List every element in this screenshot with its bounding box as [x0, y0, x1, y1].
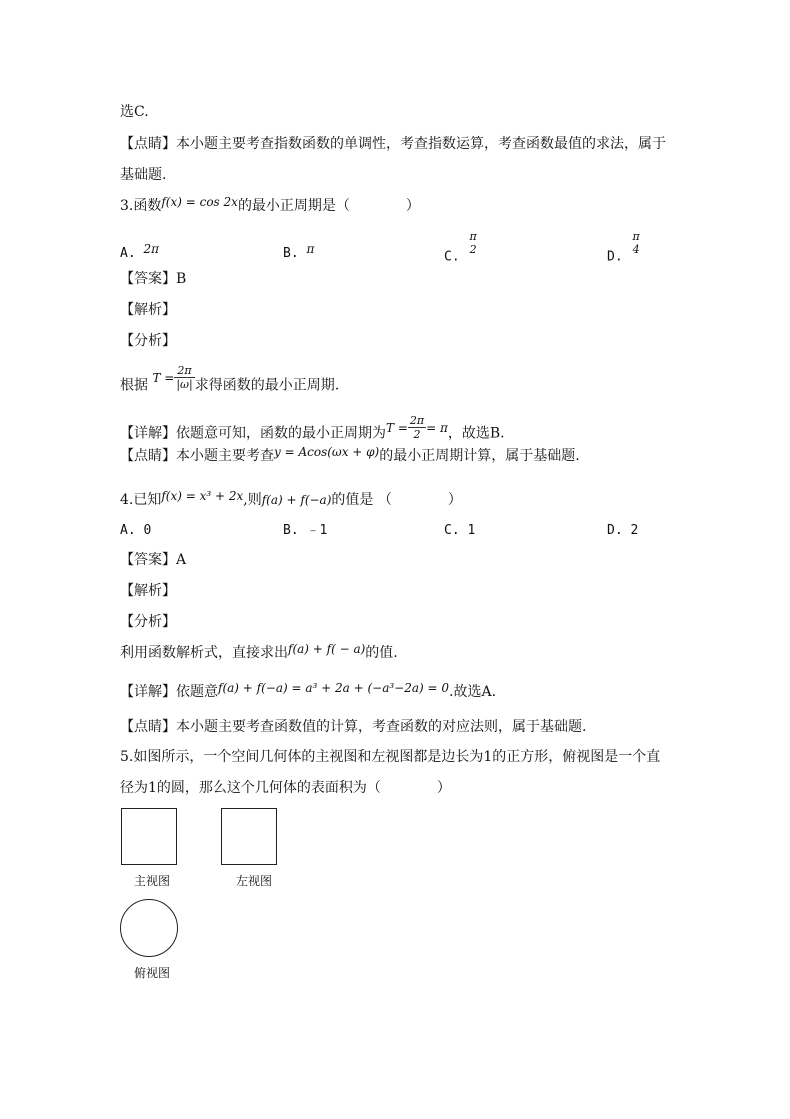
text-line: 基础题. — [120, 167, 167, 183]
section-label: 【分析】 — [120, 333, 176, 349]
top-view-caption: 俯视图 — [134, 966, 171, 980]
section-label: 【解析】 — [120, 302, 176, 318]
answer: 【答案】B — [120, 271, 187, 287]
math-expression: f(x) = cos 2x — [161, 195, 238, 209]
option-a: A. 0 — [120, 523, 152, 538]
question-5-stem: 5.如图所示，一个空间几何体的主视图和左视图都是边长为1的正方形，俯视图是一个直 — [120, 749, 661, 765]
option-c: C. 1 — [444, 523, 476, 538]
option-b: B. ﹣1 — [283, 523, 328, 538]
option-d: D. 2 — [607, 523, 639, 538]
option-d: D. π 4 — [607, 230, 640, 265]
top-view-circle — [120, 899, 178, 957]
question-4-stem: 4.已知f(x) = x³ + 2x,则f(a) + f(−a)的值是 （ ） — [120, 489, 462, 508]
text-line: 选C. — [120, 104, 149, 120]
section-label: 【分析】 — [120, 614, 176, 630]
option-b: B. π — [283, 242, 315, 261]
answer: 【答案】A — [120, 552, 187, 568]
tip-line: 【点睛】本小题主要考查y = Acos(ωx + φ)的最小正周期计算，属于基础题. — [120, 445, 580, 464]
section-label: 【解析】 — [120, 583, 176, 599]
analysis-line: 根据 T = $\frac{2\pi}{|\omega|}$ 求得函数的最小正周期. — [120, 364, 340, 394]
option-c: C. π 2 — [444, 230, 477, 265]
left-view-square — [221, 808, 277, 865]
option-a: A. 2π — [120, 242, 160, 261]
question-5-stem: 径为1的圆，那么这个几何体的表面积为（ ） — [120, 780, 451, 796]
front-view-square — [121, 808, 177, 865]
question-3-stem: 3.函数f(x) = cos 2x的最小正周期是（ ） — [120, 195, 420, 214]
front-view-caption: 主视图 — [134, 874, 171, 888]
tip-line: 【点睛】本小题主要考查函数值的计算，考查函数的对应法则，属于基础题. — [120, 719, 587, 735]
left-view-caption: 左视图 — [236, 874, 273, 888]
detail-line: 【详解】依题意可知，函数的最小正周期为T = $\frac{2\pi}{2}$ = π，故选B. — [120, 414, 505, 442]
detail-line: 【详解】依题意f(a) + f(−a) = a³ + 2a + (−a³−2a) = 0.故选A. — [120, 681, 497, 700]
analysis-line: 利用函数解析式，直接求出f(a) + f( − a)的值. — [120, 642, 398, 661]
text-line: 【点睛】本小题主要考查指数函数的单调性，考查指数运算，考查函数最值的求法，属于 — [120, 136, 666, 152]
